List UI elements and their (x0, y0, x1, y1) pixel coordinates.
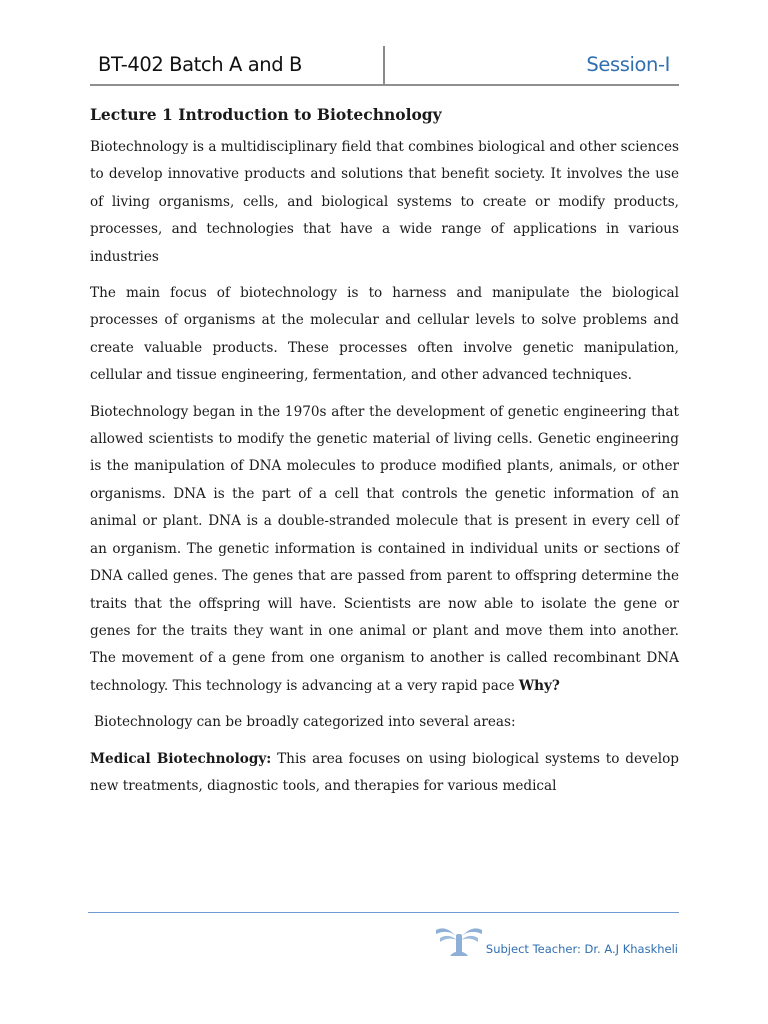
paragraph-focus: The main focus of biotechnology is to harness and manipulate the biological processes of organisms at the molecular and cellular levels to solve problems and create valuable products. These processes often involve genetic manipulation, cellular and tissue engineering, fermentation, and other advanced techniques. (90, 285, 679, 384)
why-question: Why? (518, 677, 560, 694)
document-body (90, 103, 679, 809)
lecture-title: Lecture 1 Introduction to Biotechnology (90, 105, 442, 124)
page-header (90, 44, 679, 86)
medical-biotech-heading: Medical Biotechnology: (90, 750, 272, 767)
paragraph-history (90, 399, 679, 700)
biotech-logo-icon (434, 924, 484, 958)
footer-rule (88, 912, 679, 913)
session-label: Session-I (586, 53, 670, 76)
paragraph-intro: Biotechnology is a multidisciplinary field that combines biological and other sciences to develop innovative products and solutions that benefit society. It involves the use of living organisms, cells, and biological systems to create or modify products, processes, and technologies that have a wide range of applications in various industries (90, 139, 679, 265)
paragraph-categories: Biotechnology can be broadly categorized into several areas: (94, 714, 516, 731)
header-rule (90, 84, 679, 86)
paragraph-medical (90, 746, 679, 801)
subject-teacher: Subject Teacher: Dr. A.J Khaskheli (485, 942, 678, 956)
paragraph-medical-text: This area focuses on using biological systems to develop new treatments, diagnostic tools, and therapies for various medical (90, 750, 679, 794)
course-label: BT-402 Batch A and B (98, 53, 303, 76)
header-divider (383, 46, 385, 84)
paragraph-history-text: Biotechnology began in the 1970s after the development of genetic engineering that allowed scientists to modify the genetic material of living cells. Genetic engineering is the manipulation of DNA molecules to produce modified plants, animals, or other organisms. DNA is the part of a cell that controls the genetic information of an animal or plant. DNA is a double-stranded molecule that is present in every cell of an organism. The genetic information is contained in individual units or sections of DNA called genes. The genes that are passed from parent to offspring determine the traits that the offspring will have. Scientists are now able to isolate the gene or genes for the traits they want in one animal or plant and move them into another. The movement of a gene from one organism to another is called recombinant DNA technology. This technology is advancing at a very rapid pace (90, 403, 679, 694)
